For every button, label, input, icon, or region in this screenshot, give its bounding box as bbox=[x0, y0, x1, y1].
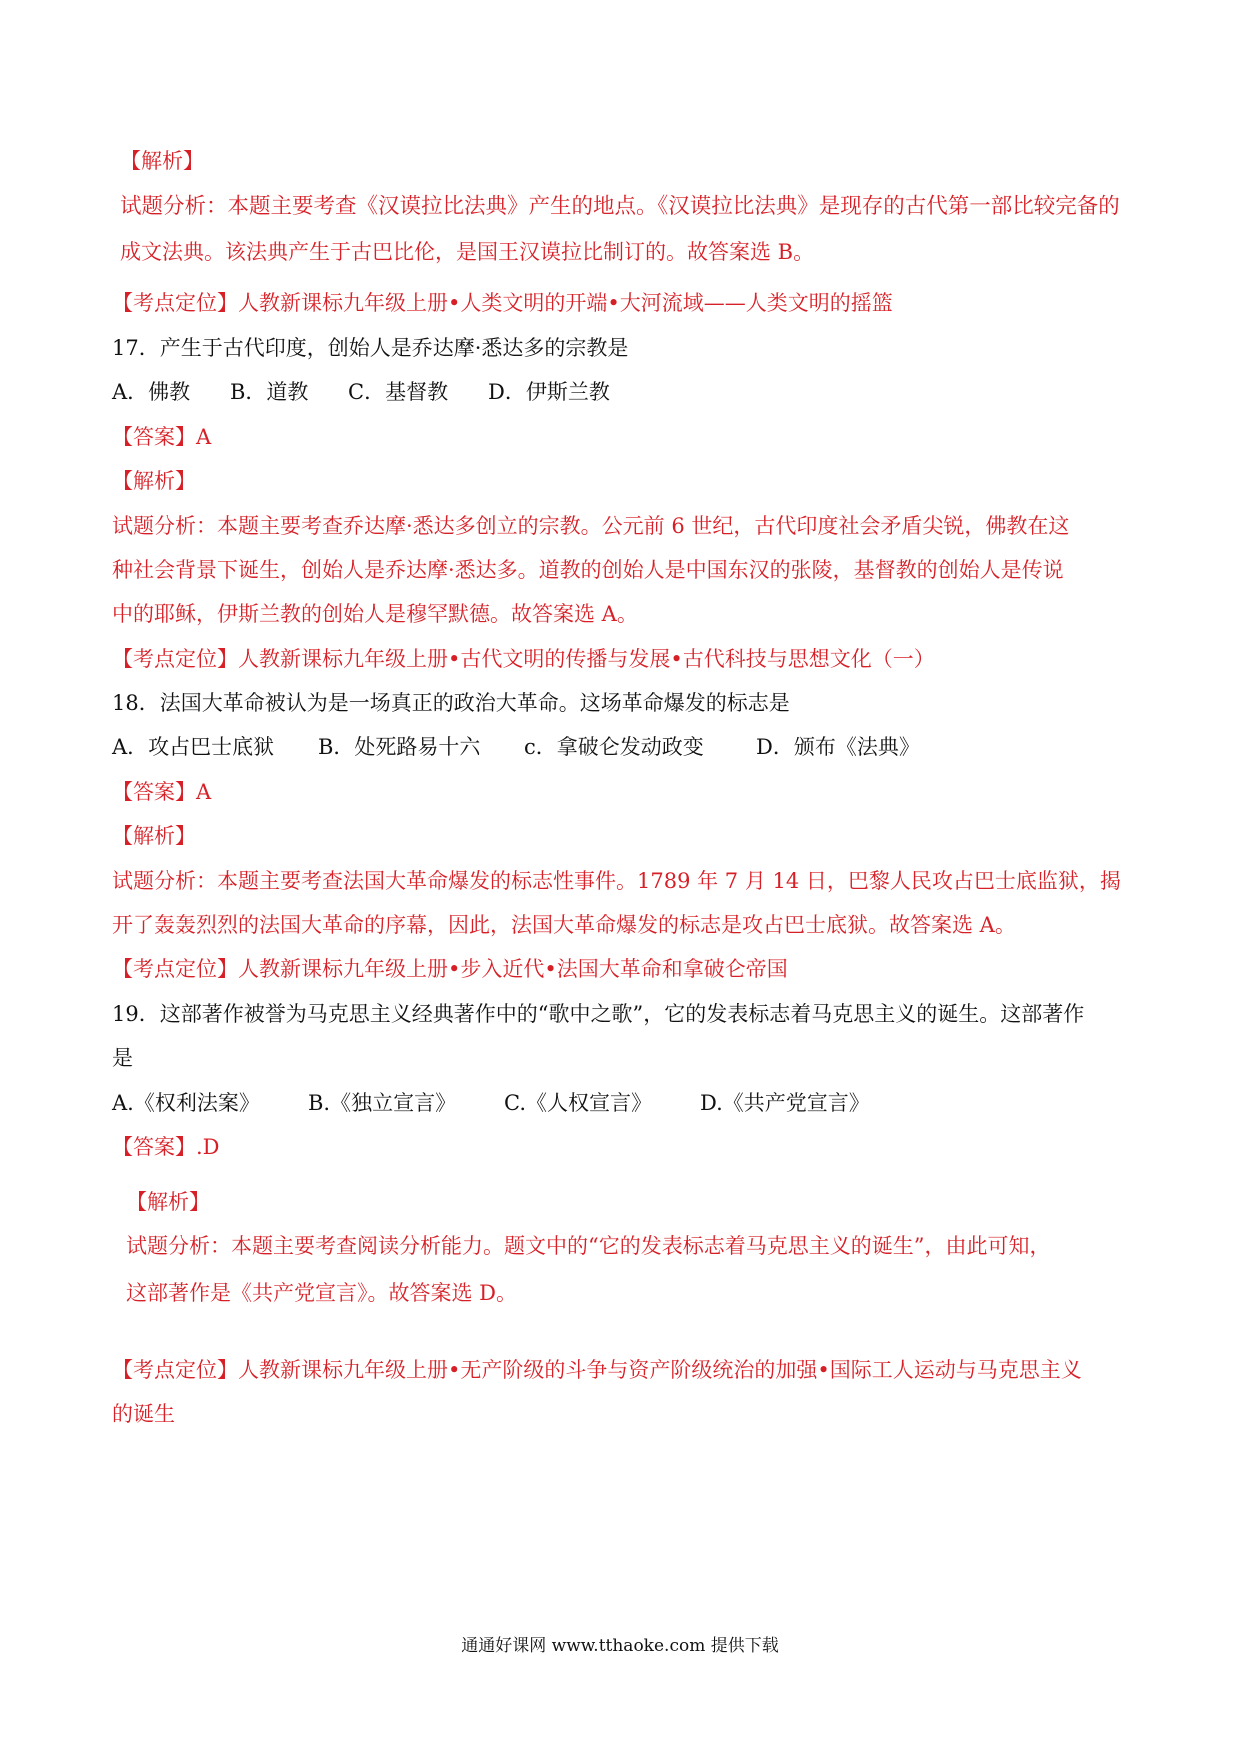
analysis-text-17-line1: 试题分析：本题主要考查乔达摩·悉达多创立的宗教。公元前 6 世纪，古代印度社会矛盾尖锐，佛教在这 bbox=[112, 514, 1070, 538]
analysis-text-17-line3: 中的耶稣，伊斯兰教的创始人是穆罕默德。故答案选 A。 bbox=[112, 602, 638, 626]
answer-row-18 bbox=[112, 778, 211, 806]
option-19-d: D.《共产党宣言》 bbox=[700, 1091, 870, 1115]
question-17: 17．产生于古代印度，创始人是乔达摩·悉达多的宗教是 bbox=[112, 336, 629, 360]
option-17-c: C．基督教 bbox=[348, 380, 449, 404]
options-19 bbox=[112, 1089, 870, 1117]
analysis-text-18-line1: 试题分析：本题主要考查法国大革命爆发的标志性事件。1789 年 7 月 14 日，巴黎人民攻占巴士底监狱，揭 bbox=[112, 869, 1121, 893]
answer-row-17 bbox=[112, 423, 211, 451]
point-label-16: 【考点定位】 bbox=[112, 291, 238, 315]
analysis-text-19-line1: 试题分析：本题主要考查阅读分析能力。题文中的“它的发表标志着马克思主义的诞生”，由此可知， bbox=[126, 1234, 1051, 1258]
options-18 bbox=[112, 733, 920, 761]
option-19-b: B.《独立宣言》 bbox=[308, 1091, 457, 1115]
option-18-d: D．颁布《法典》 bbox=[756, 735, 920, 759]
analysis-text-16-line2: 成文法典。该法典产生于古巴比伦，是国王汉谟拉比制订的。故答案选 B。 bbox=[120, 240, 815, 264]
point-text-19-line2: 的诞生 bbox=[112, 1402, 175, 1426]
question-19-line2: 是 bbox=[112, 1046, 133, 1070]
answer-label-17: 【答案】 bbox=[112, 425, 196, 449]
option-18-a: A．攻占巴士底狱 bbox=[112, 735, 275, 759]
option-18-b: B．处死路易十六 bbox=[318, 735, 481, 759]
analysis-text-17-line2: 种社会背景下诞生，创始人是乔达摩·悉达多。道教的创始人是中国东汉的张陵，基督教的创始人是传说 bbox=[112, 558, 1064, 582]
answer-row-19 bbox=[112, 1133, 220, 1161]
answer-label-19: 【答案】 bbox=[112, 1135, 196, 1159]
option-19-a: A.《权利法案》 bbox=[112, 1091, 260, 1115]
point-row-19 bbox=[112, 1356, 1082, 1384]
analysis-label-19: 【解析】 bbox=[126, 1190, 210, 1214]
point-text-16: 人教新课标九年级上册•人类文明的开端•大河流域——人类文明的摇篮 bbox=[238, 291, 893, 315]
options-17 bbox=[112, 378, 610, 406]
point-row-18 bbox=[112, 955, 788, 983]
option-18-c: c．拿破仑发动政变 bbox=[524, 735, 704, 759]
option-19-c: C.《人权宣言》 bbox=[504, 1091, 652, 1115]
point-row-17 bbox=[112, 645, 935, 673]
point-label-19: 【考点定位】 bbox=[112, 1358, 238, 1382]
point-label-18: 【考点定位】 bbox=[112, 957, 238, 981]
point-text-17: 人教新课标九年级上册•古代文明的传播与发展•古代科技与思想文化（一） bbox=[238, 647, 935, 671]
analysis-label-17: 【解析】 bbox=[112, 469, 196, 493]
option-17-b: B．道教 bbox=[230, 380, 309, 404]
footer-credit: 通通好课网 www.tthaoke.com 提供下载 bbox=[461, 1636, 779, 1656]
analysis-label-18: 【解析】 bbox=[112, 824, 196, 848]
option-17-d: D．伊斯兰教 bbox=[488, 380, 610, 404]
point-row-16 bbox=[112, 289, 893, 317]
option-17-a: A．佛教 bbox=[112, 380, 191, 404]
answer-value-17: A bbox=[196, 425, 212, 449]
answer-label-18: 【答案】 bbox=[112, 780, 196, 804]
answer-value-19: .D bbox=[196, 1135, 220, 1159]
question-18: 18．法国大革命被认为是一场真正的政治大革命。这场革命爆发的标志是 bbox=[112, 691, 790, 715]
analysis-text-16-line1: 试题分析：本题主要考查《汉谟拉比法典》产生的地点。《汉谟拉比法典》是现存的古代第一部比较完备的 bbox=[120, 194, 1120, 219]
point-label-17: 【考点定位】 bbox=[112, 647, 238, 671]
analysis-text-18-line2: 开了轰轰烈烈的法国大革命的序幕，因此，法国大革命爆发的标志是攻占巴士底狱。故答案选 A。 bbox=[112, 913, 1016, 937]
answer-value-18: A bbox=[196, 780, 212, 804]
analysis-text-19-line2: 这部著作是《共产党宣言》。故答案选 D。 bbox=[126, 1281, 518, 1305]
point-text-18: 人教新课标九年级上册•步入近代•法国大革命和拿破仑帝国 bbox=[238, 957, 788, 981]
question-19-line1: 19．这部著作被誉为马克思主义经典著作中的“歌中之歌”，它的发表标志着马克思主义的诞生。这部著作 bbox=[112, 1002, 1085, 1026]
point-text-19-line1: 人教新课标九年级上册•无产阶级的斗争与资产阶级统治的加强•国际工人运动与马克思主义 bbox=[238, 1358, 1082, 1382]
analysis-label-16: 【解析】 bbox=[120, 149, 204, 173]
